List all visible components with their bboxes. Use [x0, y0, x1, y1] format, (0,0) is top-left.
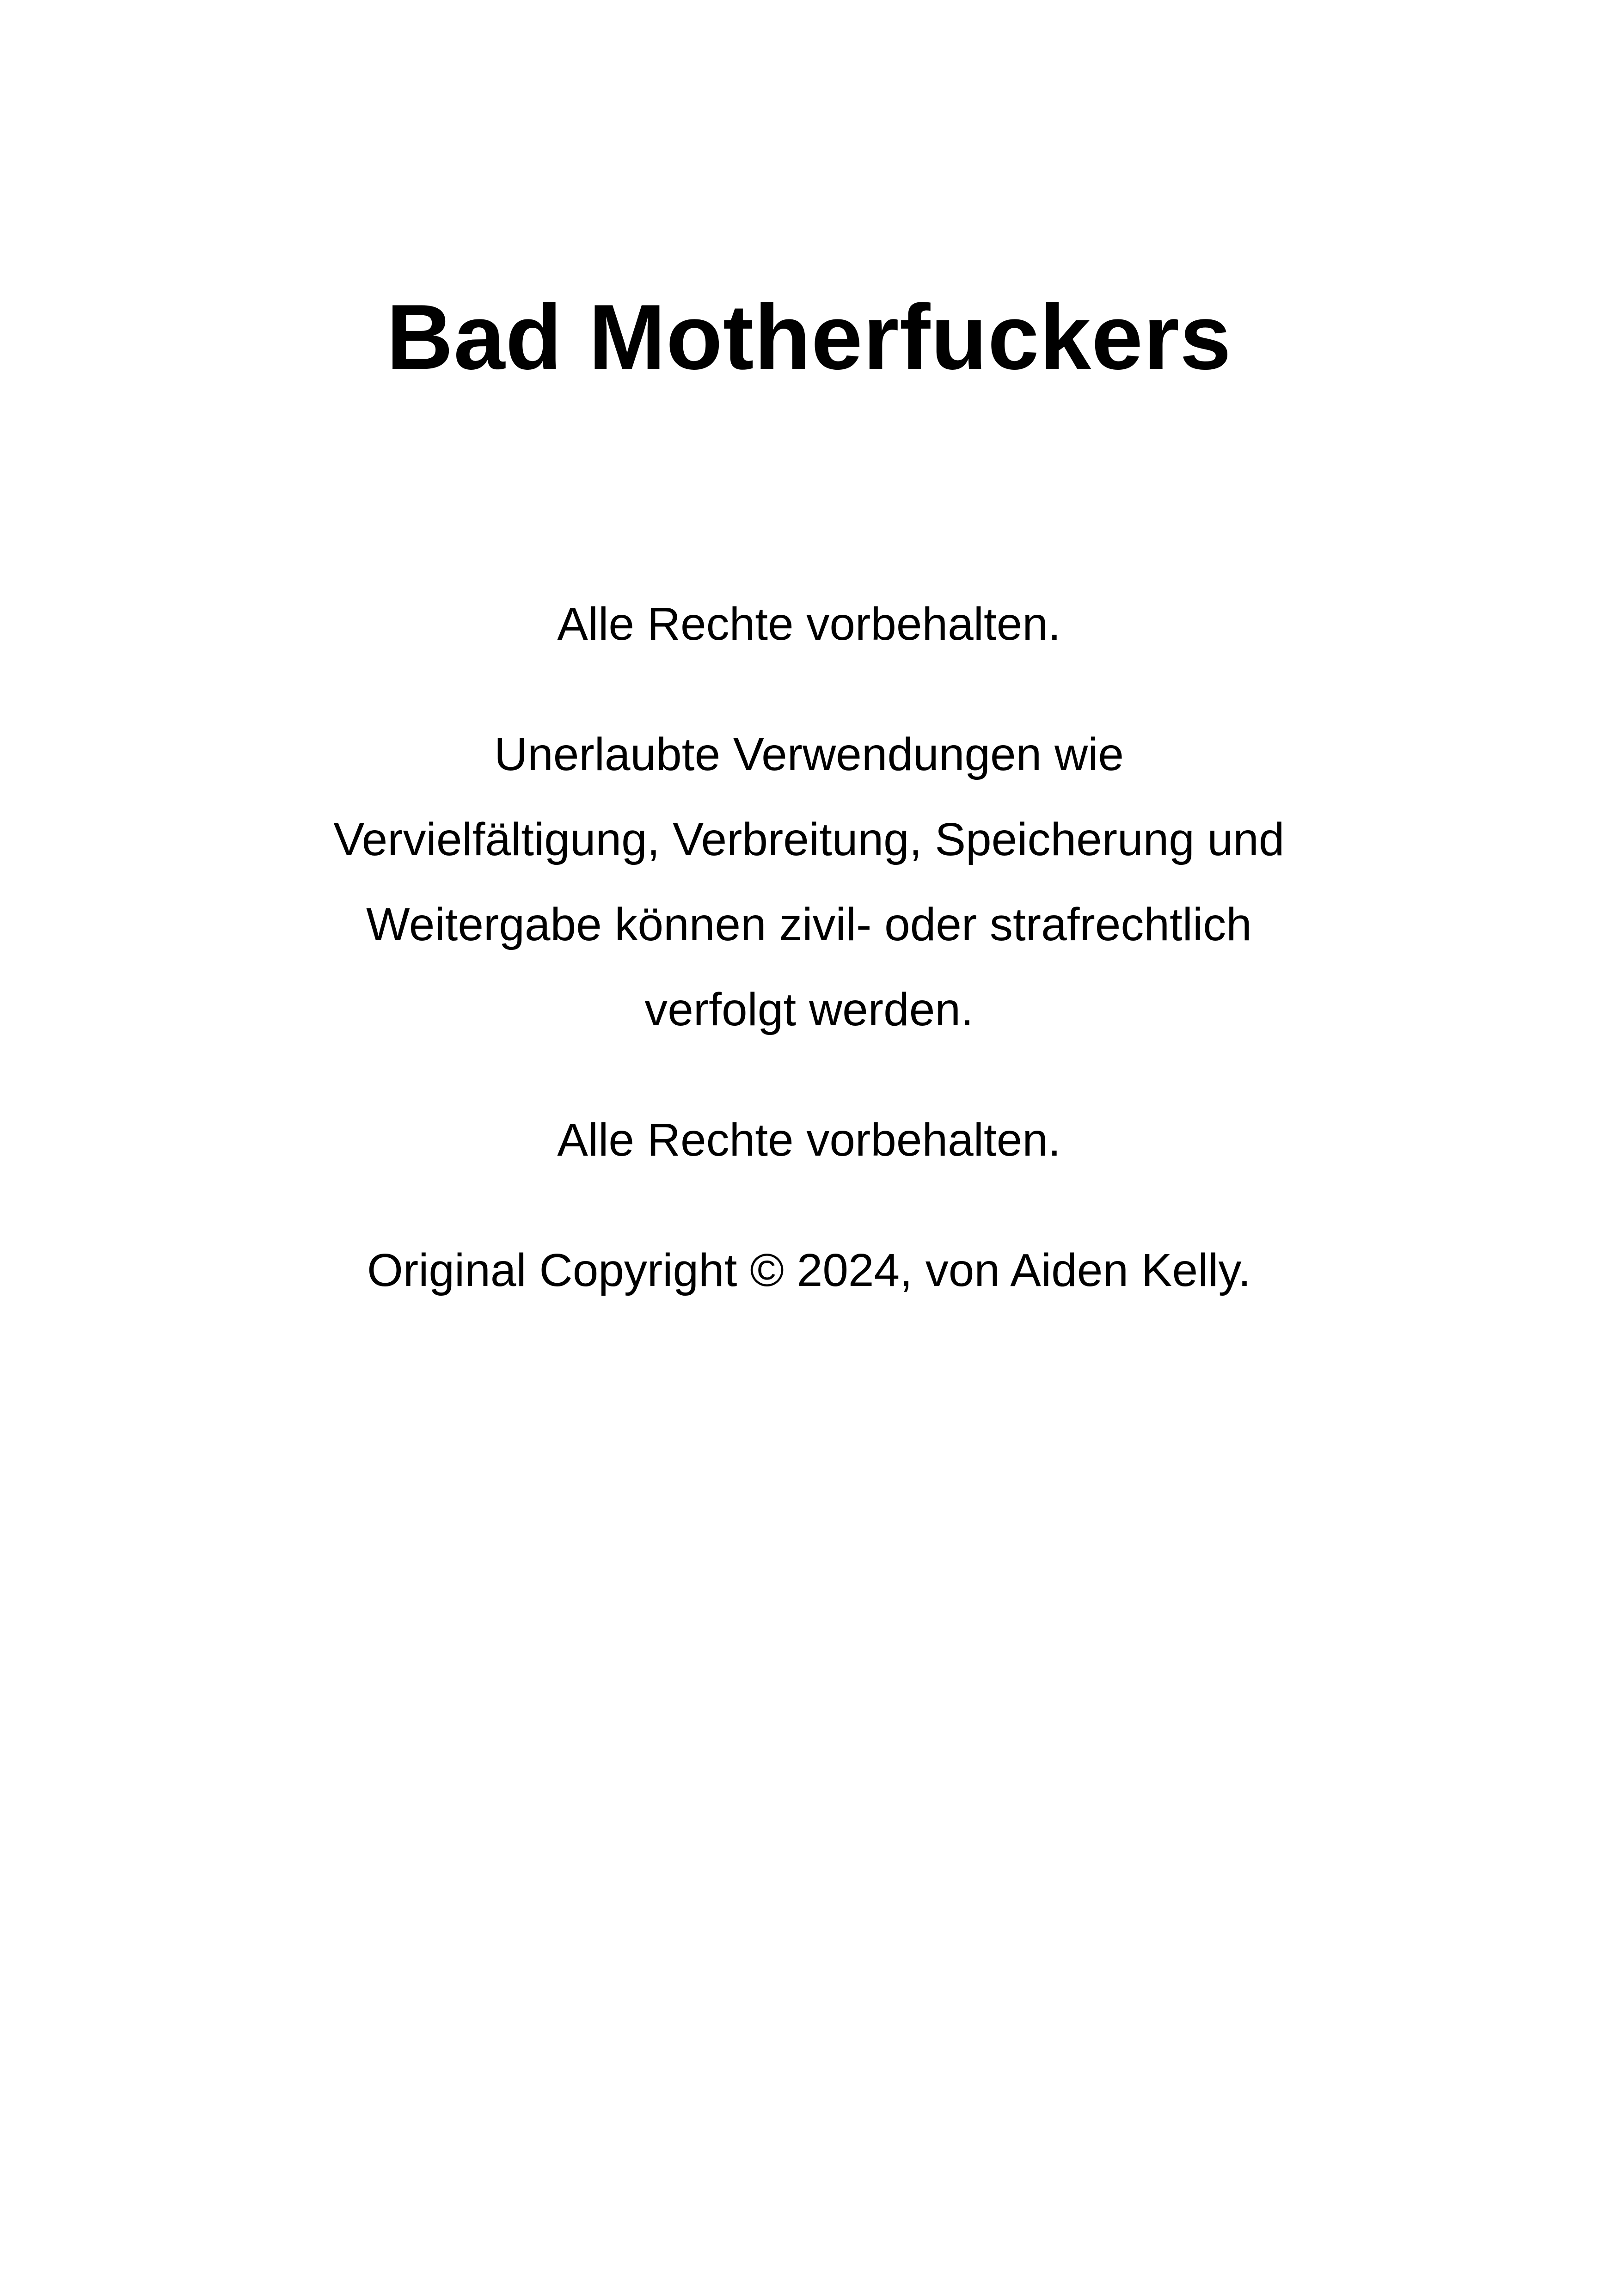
notice-line: Weitergabe können zivil- oder strafrechtlich — [366, 899, 1252, 950]
copyright-line: Original Copyright © 2024, von Aiden Kelly. — [367, 1244, 1251, 1296]
notice-line: verfolgt werden. — [644, 984, 974, 1035]
notice-line: Vervielfältigung, Verbreitung, Speicherung und — [333, 814, 1285, 865]
notice-line: Unerlaubte Verwendungen wie — [494, 729, 1124, 780]
rights-reserved-notice-repeat: Alle Rechte vorbehalten. — [557, 1114, 1061, 1166]
usage-restriction-notice — [231, 712, 1387, 1052]
rights-reserved-notice: Alle Rechte vorbehalten. — [557, 598, 1061, 650]
document-title: Bad Motherfuckers — [386, 286, 1232, 389]
